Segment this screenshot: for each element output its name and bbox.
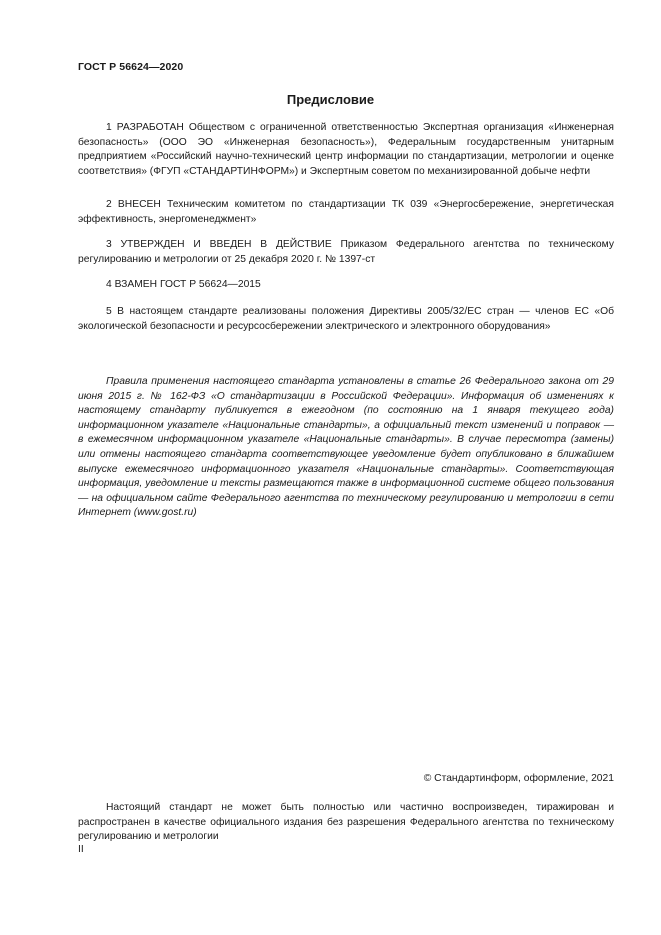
- paragraph-developed: 1 РАЗРАБОТАН Обществом с ограниченной ответственностью Экспертная организация «Инженерная безопасность» (ООО ЭО «Инженерная безопасность»), Федеральным государственным унитарным предприятием «Российский научно-технический центр информации по стандартизации, метрологии и оценке соответствия» (ФГУП «СТАНДАРТИНФОРМ») и Экспертным советом по механизированной добыче нефти: [78, 122, 614, 177]
- page-number: II: [78, 844, 84, 855]
- reproduction-notice: Настоящий стандарт не может быть полностью или частично воспроизведен, тиражирован и распространен в качестве официального издания без разрешения Федерального агентства по техническому регулированию и метрологии: [78, 802, 614, 843]
- paragraph-introduced: 2 ВНЕСЕН Техническим комитетом по стандартизации ТК 039 «Энергосбережение, энергетическая эффективность, энергоменеджмент»: [78, 199, 614, 225]
- paragraph-replaces: 4 ВЗАМЕН ГОСТ Р 56624—2015: [106, 279, 261, 290]
- standard-code: ГОСТ Р 56624—2020: [78, 61, 184, 73]
- paragraph-directive: 5 В настоящем стандарте реализованы положения Директивы 2005/32/ЕС стран — членов ЕС «Об экологической безопасности и ресурсосбережении электрического и электронного оборудования»: [78, 306, 614, 332]
- page-title: Предисловие: [286, 92, 375, 107]
- copyright-line: © Стандартинформ, оформление, 2021: [423, 773, 614, 784]
- paragraph-approved: 3 УТВЕРЖДЕН И ВВЕДЕН В ДЕЙСТВИЕ Приказом Федерального агентства по техническому регулированию и метрологии от 25 декабря 2020 г. № 1397-ст: [78, 239, 614, 265]
- application-rules-note: Правила применения настоящего стандарта установлены в статье 26 Федерального закона от 29 июня 2015 г. № 162-ФЗ «О стандартизации в Российской Федерации». Информация об изменениях к настоящему стандарту публикуется в ежегодном (по состоянию на 1 января текущего года) информационном указателе «Национальные стандарты», а официальный текст изменений и поправок — в ежемесячном информационном указателе «Национальные стандарты». В случае пересмотра (замены) или отмены настоящего стандарта соответствующее уведомление будет опубликовано в ближайшем выпуске ежемесячного информационного указателя «Национальные стандарты». Соответствующая информация, уведомление и тексты размещаются также в информационной системе общего пользования — на официальном сайте Федерального агентства по техническому регулированию и метрологии в сети Интернет (www.gost.ru): [78, 376, 614, 519]
